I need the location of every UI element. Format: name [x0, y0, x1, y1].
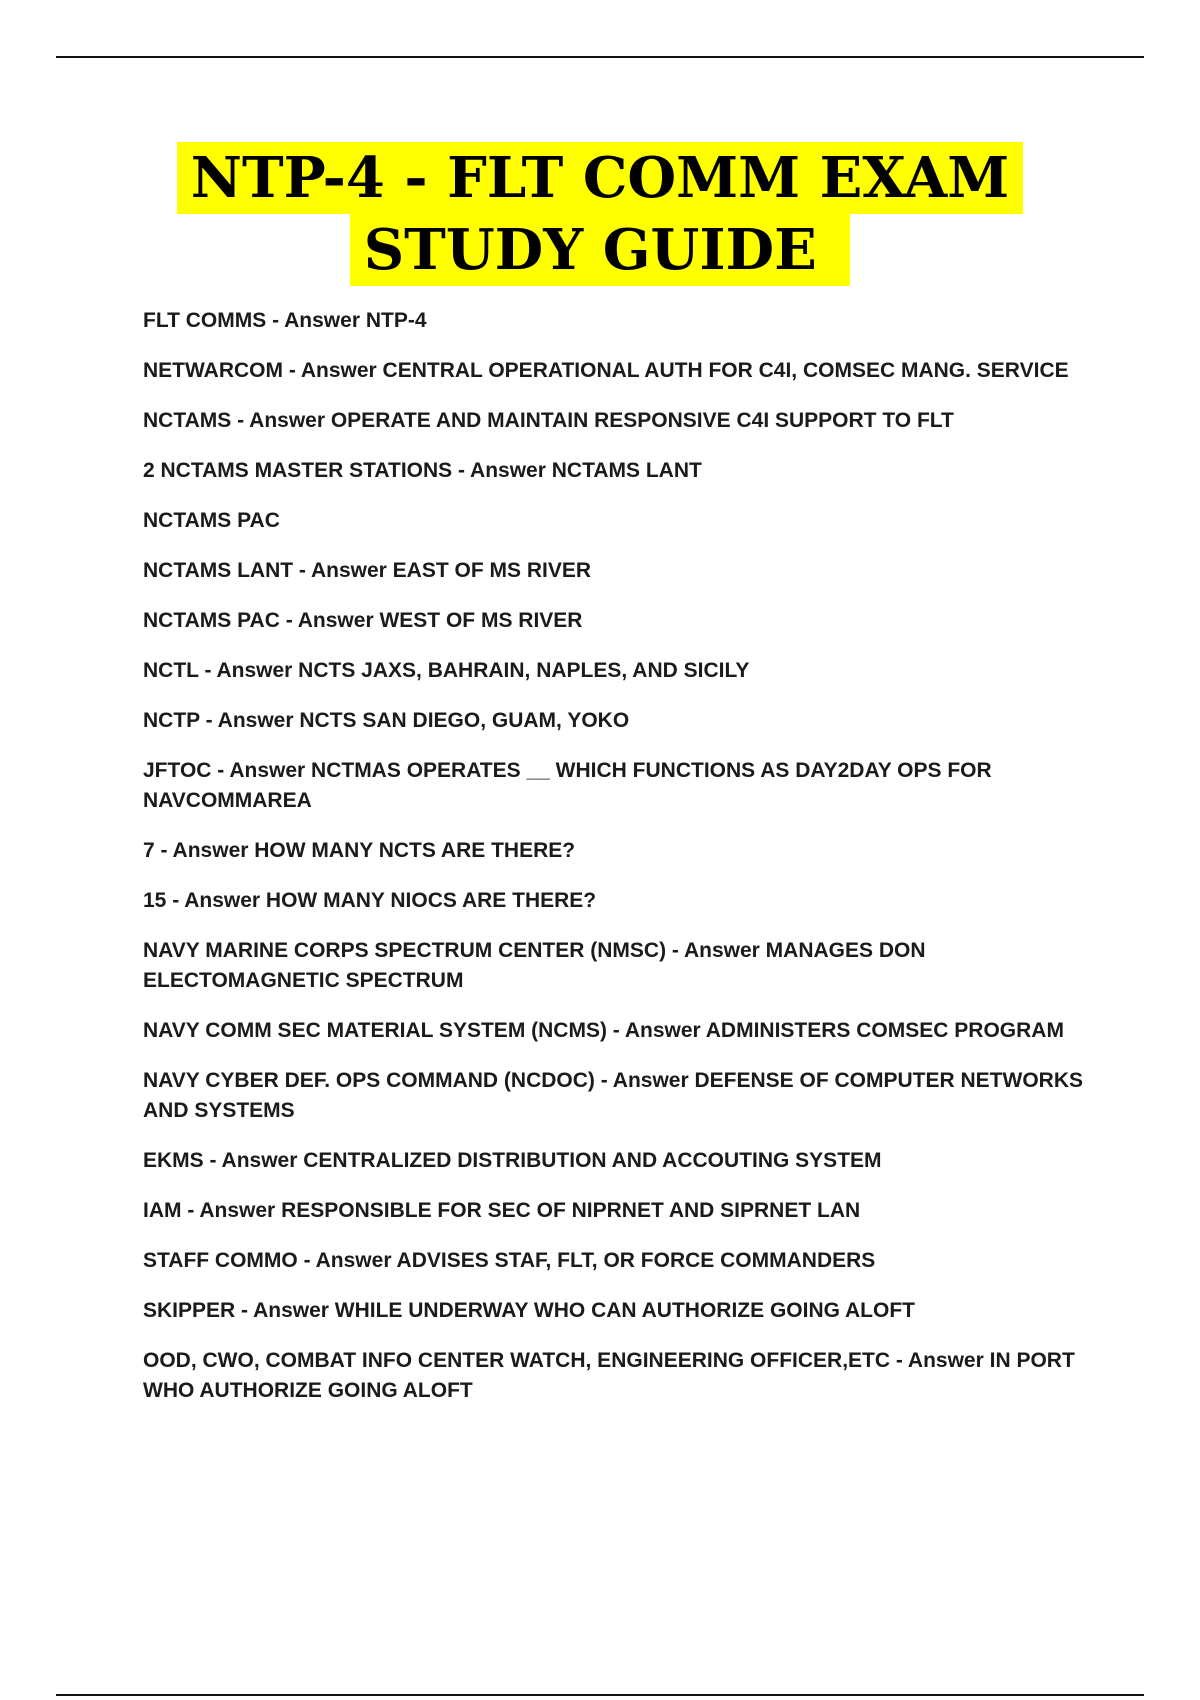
qa-item: NCTAMS LANT - Answer EAST OF MS RIVER: [143, 559, 592, 582]
qa-item: EKMS - Answer CENTRALIZED DISTRIBUTION AND ACCOUTING SYSTEM: [143, 1149, 882, 1172]
qa-item: OOD, CWO, COMBAT INFO CENTER WATCH, ENGINEERING OFFICER,ETC - Answer IN PORT WHO AUTHORIZE GOING ALOFT: [143, 1349, 1075, 1402]
qa-item: NCTAMS PAC - Answer WEST OF MS RIVER: [143, 609, 583, 632]
qa-item: NCTL - Answer NCTS JAXS, BAHRAIN, NAPLES, AND SICILY: [143, 659, 750, 682]
qa-item: SKIPPER - Answer WHILE UNDERWAY WHO CAN AUTHORIZE GOING ALOFT: [143, 1299, 915, 1322]
qa-item: JFTOC - Answer NCTMAS OPERATES __ WHICH FUNCTIONS AS DAY2DAY OPS FOR NAVCOMMAREA: [143, 759, 992, 812]
qa-item: NETWARCOM - Answer CENTRAL OPERATIONAL AUTH FOR C4I, COMSEC MANG. SERVICE: [143, 359, 1069, 382]
qa-item: NCTP - Answer NCTS SAN DIEGO, GUAM, YOKO: [143, 709, 630, 732]
qa-item: STAFF COMMO - Answer ADVISES STAF, FLT, OR FORCE COMMANDERS: [143, 1249, 876, 1272]
qa-item: FLT COMMS - Answer NTP-4: [143, 309, 427, 332]
bottom-divider: [56, 1694, 1144, 1696]
title-line-2: STUDY GUIDE: [350, 214, 851, 286]
qa-item: 15 - Answer HOW MANY NIOCS ARE THERE?: [143, 889, 597, 912]
qa-item: NCTAMS - Answer OPERATE AND MAINTAIN RESPONSIVE C4I SUPPORT TO FLT: [143, 409, 954, 432]
qa-item: NAVY MARINE CORPS SPECTRUM CENTER (NMSC) - Answer MANAGES DON ELECTOMAGNETIC SPECTRUM: [143, 939, 926, 992]
qa-item: IAM - Answer RESPONSIBLE FOR SEC OF NIPRNET AND SIPRNET LAN: [143, 1199, 861, 1222]
qa-item: 2 NCTAMS MASTER STATIONS - Answer NCTAMS LANT: [143, 459, 702, 482]
page-title: [0, 142, 1200, 286]
qa-list: [143, 306, 1093, 1426]
qa-item: 7 - Answer HOW MANY NCTS ARE THERE?: [143, 839, 576, 862]
top-divider: [56, 56, 1144, 58]
qa-item: NAVY COMM SEC MATERIAL SYSTEM (NCMS) - Answer ADMINISTERS COMSEC PROGRAM: [143, 1019, 1064, 1042]
qa-item: NCTAMS PAC: [143, 509, 280, 532]
qa-item: NAVY CYBER DEF. OPS COMMAND (NCDOC) - Answer DEFENSE OF COMPUTER NETWORKS AND SYSTEMS: [143, 1069, 1083, 1122]
title-line-1: NTP-4 - FLT COMM EXAM: [177, 142, 1023, 214]
